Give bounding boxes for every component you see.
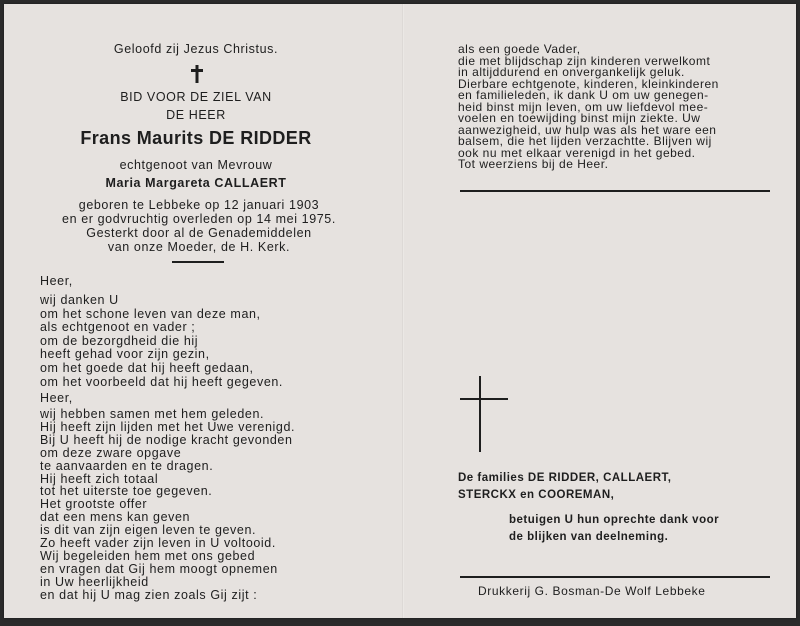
invocation: Geloofd zij Jezus Christus. — [113, 42, 279, 56]
top-divider — [460, 190, 770, 192]
closing-text — [458, 44, 719, 171]
prayer1-line: wij danken U — [40, 293, 119, 307]
large-cross-bar — [460, 398, 508, 400]
thanks-line-1: betuigen U hun oprechte dank voor — [509, 514, 720, 526]
families-line-1: De families DE RIDDER, CALLAERT, — [458, 472, 672, 484]
printer-imprint: Drukkerij G. Bosman-De Wolf Lebbeke — [478, 584, 706, 598]
card-fold — [402, 4, 404, 618]
closing-line: ook nu met elkaar verenigd in het gebed. — [458, 145, 696, 160]
spouse-intro: echtgenoot van Mevrouw — [119, 158, 273, 172]
prayer1-line: om het voorbeeld dat hij heeft gegeven. — [40, 374, 283, 389]
prayer-heading-2: DE HEER — [166, 108, 226, 122]
death-line: en er godvruchtig overleden op 14 mei 1975. — [62, 212, 336, 226]
thanks-line-2: de blijken van deelneming. — [509, 531, 669, 543]
closing-line: aanwezigheid, uw hulp was als het ware een — [458, 122, 717, 137]
prayer1-line: als echtgenoot en vader ; — [40, 320, 196, 335]
prayer2-line: en dat hij U mag zien zoals Gij zijt : — [40, 587, 258, 602]
bottom-divider — [460, 576, 770, 578]
prayer-heading: BID VOOR DE ZIEL VAN — [120, 90, 272, 104]
divider — [172, 261, 224, 263]
small-cross-icon — [190, 64, 204, 84]
spouse-name: Maria Margareta CALLAERT — [105, 176, 287, 190]
closing-line: in altijddurend en onvergankelijk geluk. — [458, 65, 685, 79]
church-line: van onze Moeder, de H. Kerk. — [107, 240, 291, 254]
families-line-2: STERCKX en COOREMAN, — [458, 489, 615, 501]
prayer2-body — [40, 408, 295, 602]
prayer2-line: Hij heeft zijn lijden met het Uwe verenigd. — [40, 419, 296, 434]
closing-line: balsem, die het lijden verzachtte. Blijven wij — [458, 134, 712, 148]
large-cross-icon — [479, 376, 481, 452]
closing-line: heid binst mijn leven, om uw liefdevol mee- — [458, 99, 709, 114]
prayer2-line: tot het uiterste toe gegeven. — [40, 484, 213, 499]
birth-line: geboren te Lebbeke op 12 januari 1903 — [78, 198, 320, 212]
prayer2-line: in Uw heerlijkheid — [40, 574, 149, 589]
prayer1-salutation: Heer, — [40, 274, 73, 288]
prayer2-line: is dit van zijn eigen leven te geven. — [40, 523, 257, 538]
closing-line: die met blijdschap zijn kinderen verwelkomt — [458, 53, 711, 68]
closing-line: als een goede Vader, — [458, 42, 581, 56]
prayer2-line: dat een mens kan geven — [40, 510, 191, 525]
closing-line: Dierbare echtgenote, kinderen, kleinkinderen — [458, 76, 719, 91]
prayer2-line: Hij heeft zich totaal — [40, 471, 159, 486]
sacraments-line: Gesterkt door al de Genademiddelen — [86, 226, 312, 240]
prayer2-line: Zo heeft vader zijn leven in U voltooid. — [40, 536, 276, 551]
prayer2-line: te aanvaarden en te dragen. — [40, 458, 214, 473]
prayer2-line: Wij begeleiden hem met ons gebed — [40, 548, 256, 563]
memorial-card — [4, 4, 796, 618]
prayer2-salutation: Heer, — [40, 391, 73, 405]
deceased-name: Frans Maurits DE RIDDER — [80, 128, 312, 148]
prayer1-line: om de bezorgdheid die hij — [40, 333, 199, 348]
prayer2-line: om deze zware opgave — [40, 445, 182, 460]
prayer2-line: Het grootste offer — [40, 497, 148, 512]
closing-line: en familieleden, ik dank U om uw genegen- — [458, 88, 709, 102]
prayer1-body — [40, 294, 283, 389]
prayer2-line: en vragen dat Gij hem moogt opnemen — [40, 561, 278, 576]
prayer1-line: om het goede dat hij heeft gedaan, — [40, 360, 254, 375]
prayer2-line: wij hebben samen met hem geleden. — [40, 407, 265, 421]
prayer1-line: om het schone leven van deze man, — [40, 306, 261, 321]
prayer2-line: Bij U heeft hij de nodige kracht gevonden — [40, 432, 293, 447]
closing-line: Tot weerziens bij de Heer. — [458, 157, 609, 171]
prayer1-line: heeft gehad voor zijn gezin, — [40, 347, 210, 362]
closing-line: voelen en toewijding binst mijn ziekte. Uw — [458, 111, 701, 125]
